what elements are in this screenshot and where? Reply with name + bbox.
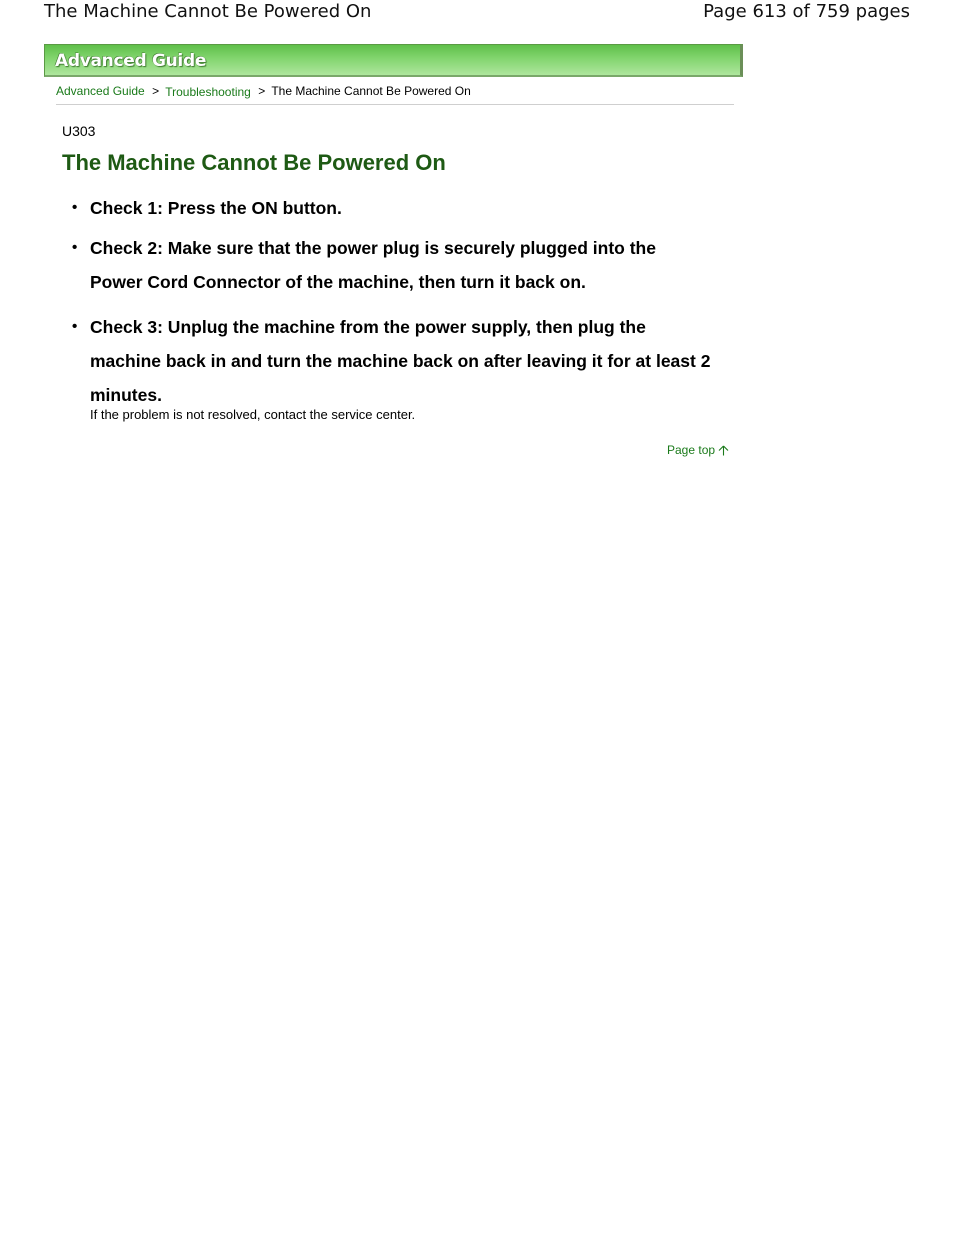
check-2-text: Check 2: Make sure that the power plug is securely plugged into the Power Cord Connector of the machine, then turn it back on. [90, 238, 656, 292]
topic-code: U303 [62, 123, 96, 139]
breadcrumb-current: The Machine Cannot Be Powered On [271, 84, 471, 98]
print-header [0, 0, 954, 26]
divider [56, 104, 734, 105]
page-top-label: Page top [667, 443, 716, 457]
banner-label: Advanced Guide [55, 51, 207, 71]
bullet-icon: • [72, 318, 78, 335]
breadcrumb-link-troubleshooting[interactable]: Troubleshooting [165, 85, 251, 99]
check-3-text: Check 3: Unplug the machine from the power supply, then plug the machine back in and turn the machine back on after leaving it for at least 2 minutes. [90, 317, 711, 405]
page-top-link[interactable] [667, 443, 729, 459]
note-text: If the problem is not resolved, contact the service center. [90, 407, 416, 422]
page-title: The Machine Cannot Be Powered On [62, 150, 446, 175]
guide-banner [44, 44, 743, 77]
breadcrumb [56, 84, 471, 98]
bullet-icon: • [72, 199, 78, 216]
breadcrumb-separator: > [152, 84, 160, 98]
list-item [72, 196, 712, 220]
document-title: The Machine Cannot Be Powered On [44, 1, 372, 22]
bullet-icon: • [72, 239, 78, 256]
breadcrumb-link-advanced-guide[interactable]: Advanced Guide [56, 84, 145, 98]
list-item [72, 231, 712, 299]
breadcrumb-separator: > [258, 84, 266, 98]
up-arrow-icon [718, 445, 729, 459]
check-1-text: Check 1: Press the ON button. [90, 198, 342, 218]
check-list [72, 196, 712, 412]
list-item [72, 310, 712, 412]
page-number: Page 613 of 759 pages [703, 1, 910, 22]
